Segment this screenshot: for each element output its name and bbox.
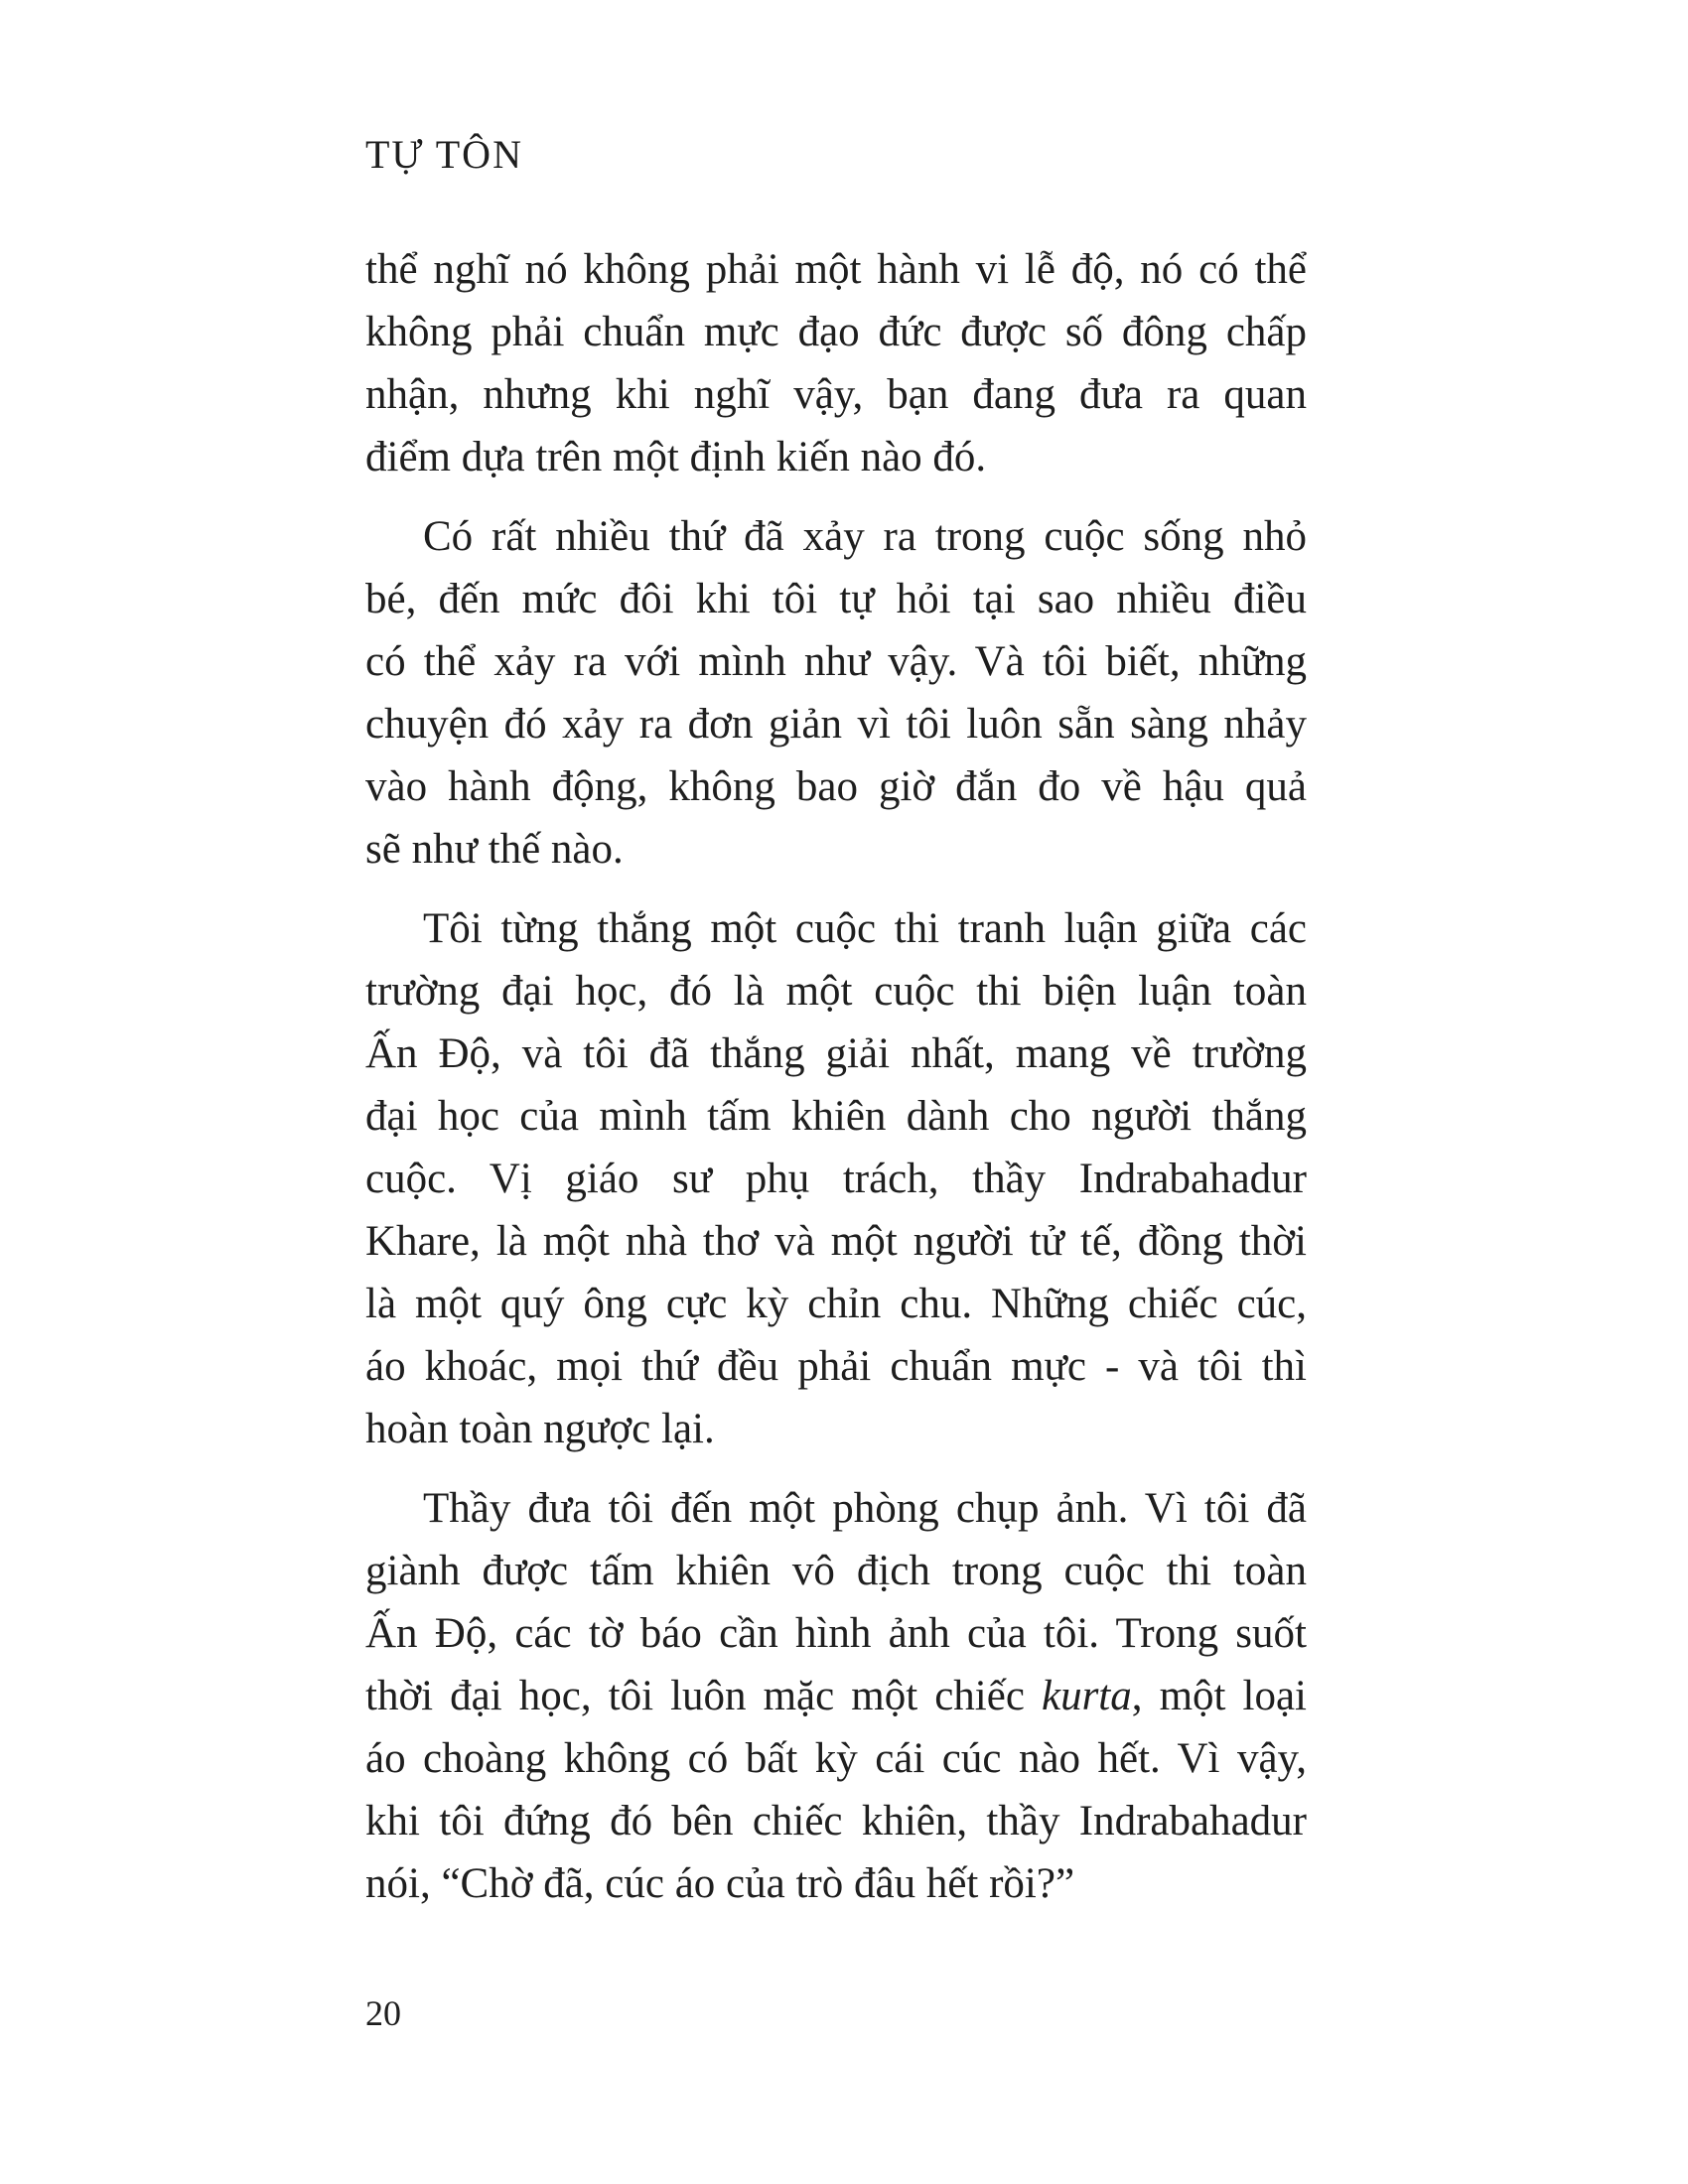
- text-line: điểm dựa trên một định kiến nào đó.: [365, 434, 987, 480]
- text-line: áo khoác, mọi thứ đều phải chuẩn mực - và tôi thì: [365, 1343, 1307, 1390]
- text-line: Tôi từng thắng một cuộc thi tranh luận giữa các: [423, 905, 1307, 952]
- running-header: TỰ TÔN: [365, 132, 523, 177]
- text-line: Có rất nhiều thứ đã xảy ra trong cuộc sống nhỏ: [423, 513, 1307, 560]
- text-line: nhận, nhưng khi nghĩ vậy, bạn đang đưa ra quan: [365, 371, 1307, 418]
- text-line: thể nghĩ nó không phải một hành vi lễ độ, nó có thể: [365, 246, 1307, 293]
- text-line: giành được tấm khiên vô địch trong cuộc thi toàn: [365, 1548, 1307, 1594]
- text-line: trường đại học, đó là một cuộc thi biện luận toàn: [365, 968, 1307, 1015]
- text-line: Ấn Độ, và tôi đã thắng giải nhất, mang về trường: [365, 1030, 1307, 1077]
- text-line: vào hành động, không bao giờ đắn đo về hậu quả: [365, 763, 1307, 810]
- text-line: Ấn Độ, các tờ báo cần hình ảnh của tôi. Trong suốt: [365, 1610, 1307, 1657]
- body-paragraph: [365, 1477, 1307, 1915]
- text-line: không phải chuẩn mực đạo đức được số đông chấp: [365, 309, 1307, 355]
- text-line: Thầy đưa tôi đến một phòng chụp ảnh. Vì tôi đã: [423, 1485, 1307, 1532]
- text-line: sẽ như thế nào.: [365, 826, 624, 873]
- text-line: Khare, là một nhà thơ và một người tử tế, đồng thời: [365, 1218, 1307, 1265]
- text-line: có thể xảy ra với mình như vậy. Và tôi biết, những: [365, 638, 1307, 685]
- text-line: cuộc. Vị giáo sư phụ trách, thầy Indrabahadur: [365, 1156, 1307, 1202]
- text-line: bé, đến mức đôi khi tôi tự hỏi tại sao nhiều điều: [365, 576, 1307, 622]
- page-body: [365, 238, 1307, 1915]
- text-line: nói, “Chờ đã, cúc áo của trò đâu hết rồi?”: [365, 1860, 1075, 1907]
- text-line: đại học của mình tấm khiên dành cho người thắng: [365, 1093, 1307, 1140]
- text-line: hoàn toàn ngược lại.: [365, 1406, 715, 1452]
- page-number: 20: [365, 1993, 401, 2033]
- body-paragraph: [365, 505, 1307, 881]
- text-line: khi tôi đứng đó bên chiếc khiên, thầy Indrabahadur: [365, 1798, 1307, 1844]
- text-line: chuyện đó xảy ra đơn giản vì tôi luôn sẵn sàng nhảy: [365, 701, 1307, 748]
- body-paragraph: [365, 897, 1307, 1460]
- text-line: thời đại học, tôi luôn mặc một chiếc kurta, một loại: [365, 1673, 1307, 1719]
- body-paragraph: [365, 238, 1307, 488]
- text-line: là một quý ông cực kỳ chỉn chu. Những chiếc cúc,: [365, 1281, 1307, 1327]
- text-line: áo choàng không có bất kỳ cái cúc nào hết. Vì vậy,: [365, 1735, 1307, 1782]
